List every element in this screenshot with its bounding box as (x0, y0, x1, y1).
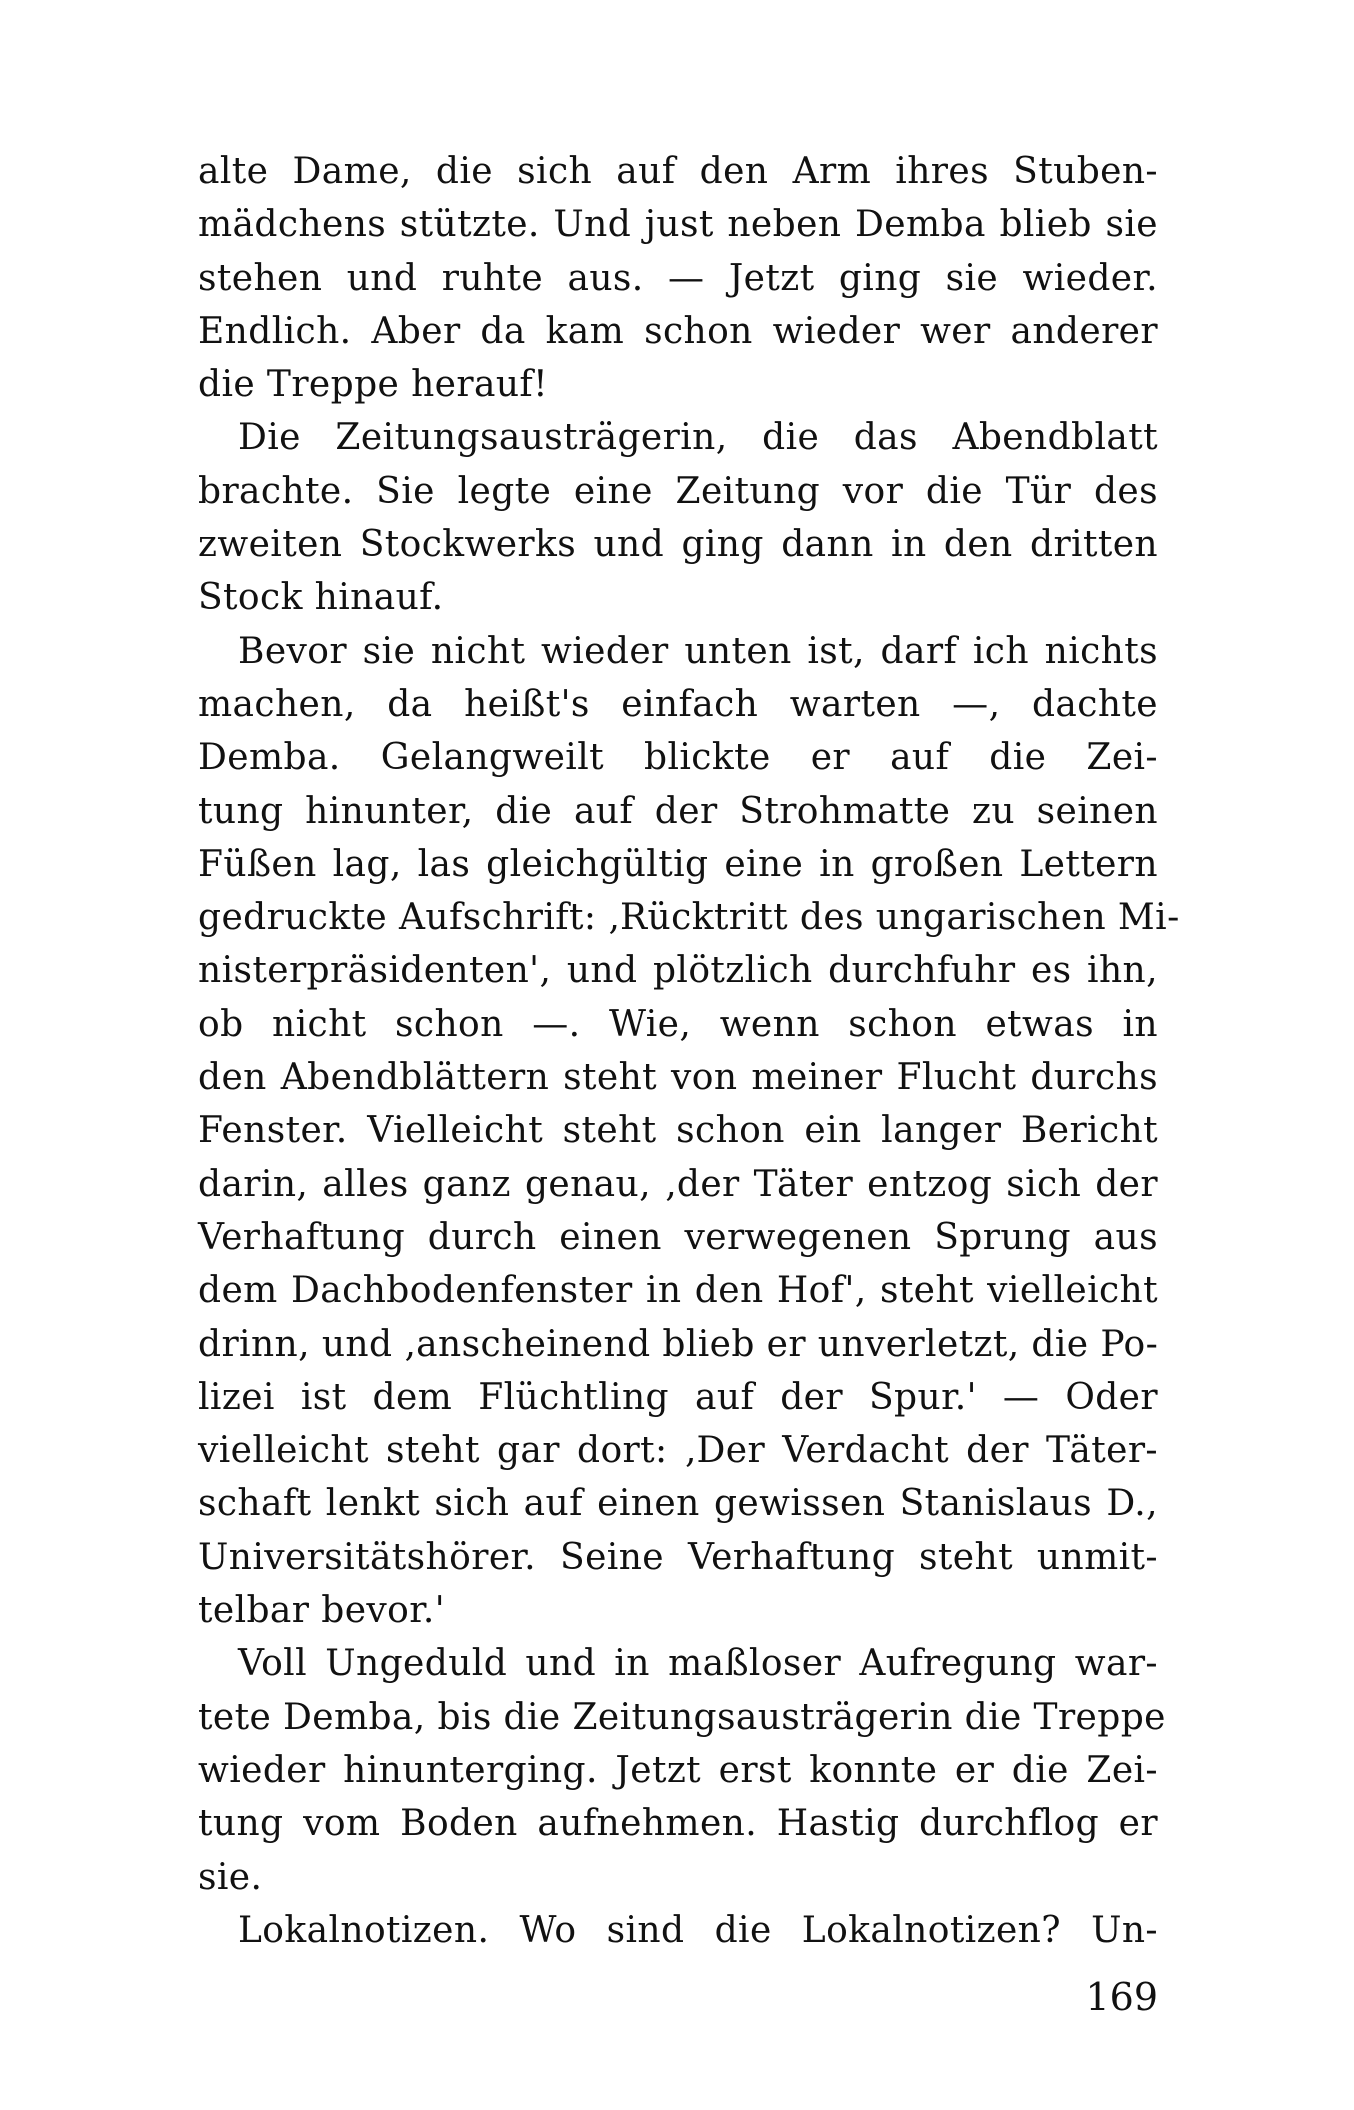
text-line-3: stehen und ruhte aus. — Jetzt ging sie wieder. (198, 257, 1158, 299)
text-line-25: vielleicht steht gar dort: ‚Der Verdacht der Täter- (198, 1430, 1158, 1472)
text-line-22: dem Dachbodenfenster in den Hof', steht vielleicht (198, 1270, 1158, 1312)
text-line-17: ob nicht schon —. Wie, wenn schon etwas in (198, 1003, 1158, 1045)
text-line-9: Stock hinauf. (198, 577, 444, 619)
text-line-18: den Abendblättern steht von meiner Flucht durchs (198, 1057, 1158, 1099)
text-line-8: zweiten Stockwerks und ging dann in den dritten (198, 524, 1158, 566)
text-line-11: machen, da heißt's einfach warten —, dachte (198, 683, 1158, 725)
text-line-4: Endlich. Aber da kam schon wieder wer anderer (198, 310, 1158, 352)
text-line-30: tete Demba, bis die Zeitungsausträgerin die Treppe (198, 1696, 1166, 1738)
text-line-32: tung vom Boden aufnehmen. Hastig durchflog er (198, 1803, 1158, 1845)
text-line-27: Universitätshörer. Seine Verhaftung steht unmit- (198, 1536, 1158, 1578)
text-line-16: nisterpräsidenten', und plötzlich durchfuhr es ihn, (198, 950, 1158, 992)
text-line-5: die Treppe herauf! (198, 364, 549, 406)
page-number: 169 (1085, 1975, 1158, 2019)
text-line-24: lizei ist dem Flüchtling auf der Spur.' — Oder (198, 1376, 1158, 1418)
text-line-12: Demba. Gelangweilt blickte er auf die Zei- (198, 737, 1158, 779)
text-line-23: drinn, und ‚anscheinend blieb er unverletzt, die Po- (198, 1323, 1159, 1365)
text-line-15: gedruckte Aufschrift: ‚Rücktritt des ungarischen Mi- (198, 897, 1180, 939)
text-line-21: Verhaftung durch einen verwegenen Sprung aus (198, 1216, 1158, 1258)
body-text (198, 145, 1180, 1957)
text-line-13: tung hinunter, die auf der Strohmatte zu seinen (198, 790, 1158, 832)
text-line-6: Die Zeitungsausträgerin, die das Abendblatt (238, 417, 1158, 459)
text-line-19: Fenster. Vielleicht steht schon ein langer Bericht (198, 1110, 1158, 1152)
text-line-14: Füßen lag, las gleichgültig eine in großen Lettern (198, 843, 1158, 885)
text-line-31: wieder hinunterging. Jetzt erst konnte er die Zei- (198, 1749, 1158, 1791)
text-line-20: darin, alles ganz genau, ‚der Täter entzog sich der (198, 1163, 1158, 1205)
text-line-34: Lokalnotizen. Wo sind die Lokalnotizen? Un- (238, 1909, 1158, 1951)
text-line-28: telbar bevor.' (198, 1590, 446, 1632)
text-line-33: sie. (198, 1856, 263, 1898)
text-line-1: alte Dame, die sich auf den Arm ihres Stuben- (198, 151, 1158, 192)
text-line-26: schaft lenkt sich auf einen gewissen Stanislaus D., (198, 1483, 1158, 1525)
text-line-10: Bevor sie nicht wieder unten ist, darf ich nichts (238, 630, 1158, 672)
text-line-2: mädchens stützte. Und just neben Demba blieb sie (198, 204, 1158, 246)
text-line-29: Voll Ungeduld und in maßloser Aufregung war- (238, 1643, 1158, 1685)
text-line-7: brachte. Sie legte eine Zeitung vor die Tür des (198, 470, 1158, 512)
